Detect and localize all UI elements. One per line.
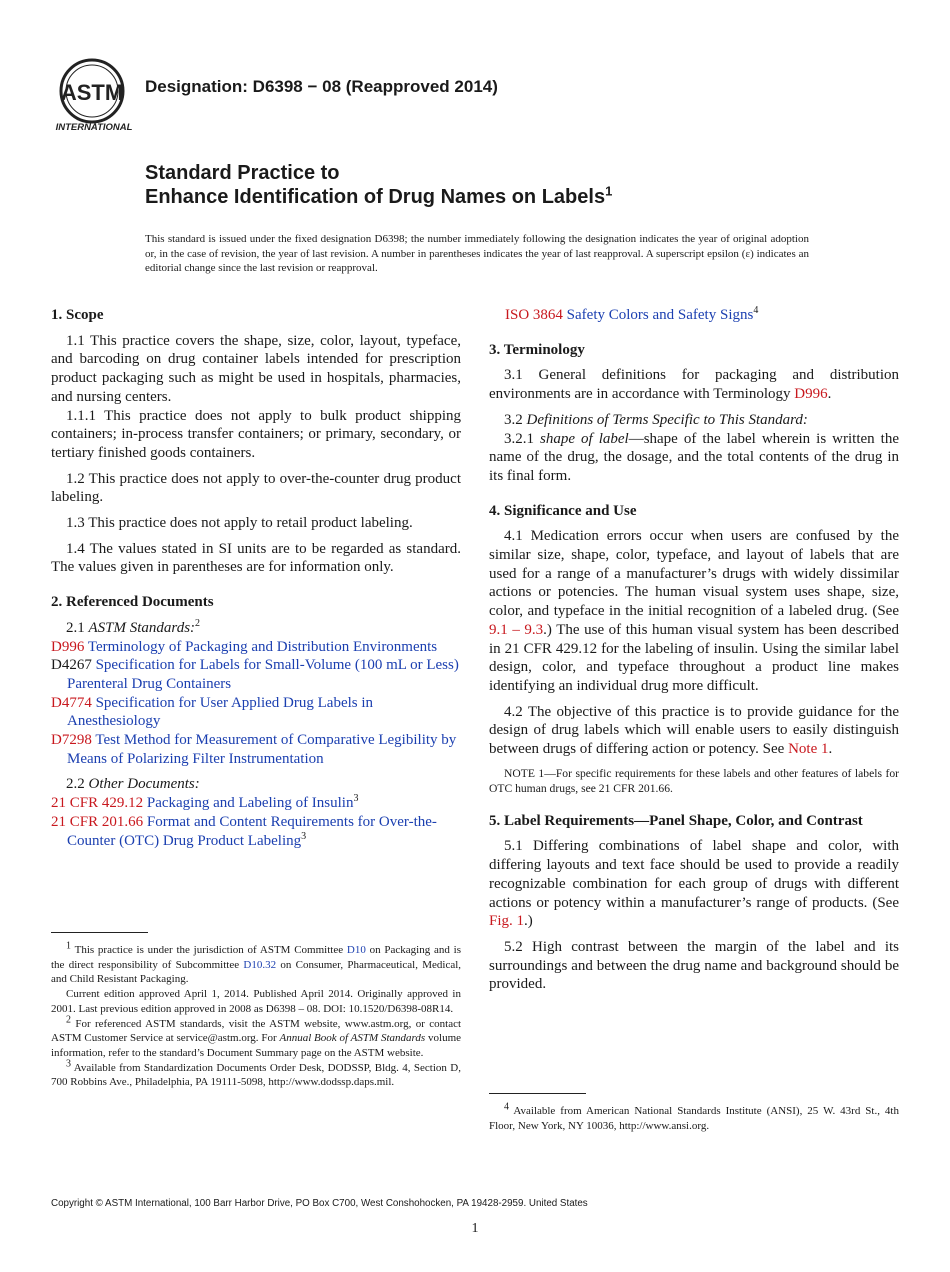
footnotes-right <box>489 1101 899 1133</box>
ref-title-link[interactable]: Safety Colors and Safety Signs <box>566 307 754 323</box>
ref-d996 <box>51 638 461 657</box>
paragraph-1-4: 1.4 The values stated in SI units are to be regarded as standard. The values given in parentheses are for information only. <box>51 540 461 576</box>
left-column <box>51 306 461 850</box>
footnote-2: $^2$ For referenced ASTM standards, visit the ASTM website, www.astm.org, or contact ASTM Customer Service at service@astm.org. For Annual Book of ASTM Standards volume information, refer to the standard’s Document Summary page on the ASTM website. <box>51 1013 462 1059</box>
title-line-1: Standard Practice to <box>145 162 340 184</box>
paragraph-4-1: 4.1 Medication errors occur when users are confused by the similar size, shape, color, typeface, and layout of labels that are used for a range of a manufacturer’s drugs with widely dissimilar actions or potencies. The human visual system uses shape, size, color, and typeface in the initial recognition of a labeled drug. (See 9.1 – 9.3.) The use of this human visual system has been described in 21 CFR 429.12 for the labeling of insulin. Using the similar label design, color, and typeface throughout a product line makes identifying an individual drug more difficult. <box>489 528 899 694</box>
right-column <box>489 306 899 994</box>
footnote-link[interactable]: D10 <box>346 944 366 956</box>
footnotes-left <box>51 940 462 1090</box>
paragraph-5-1: 5.1 Differing combinations of label shape and color, with differing layouts and text face should be used to provide a readily recognizable combination for each group of drugs with different actions or potency within a manufacturer’s range of products. (See Fig. 1.) <box>489 838 899 930</box>
paragraph-2-2: 2.2 Other Documents: <box>66 776 200 793</box>
ref-code-link[interactable]: 21 CFR 429.12 <box>51 795 144 812</box>
intro-paragraph: This standard is issued under the fixed designation D6398; the number immediately following the designation indicates the year of original adoption or, in the case of revision, the year of last revision. A number in parentheses indicates the year of last reapproval. A superscript epsilon (ε) indicates an editorial change since the last revision or reapproval. <box>145 233 809 274</box>
copyright-notice: Copyright © ASTM International, 100 Barr Harbor Drive, PO Box C700, West Conshohocken, PA 19428-2959. United States <box>51 1198 588 1209</box>
ref-d7298 <box>51 731 461 768</box>
ref-d4774 <box>51 694 461 731</box>
designation: Designation: D6398 − 08 (Reapproved 2014) <box>145 77 498 96</box>
paragraph-1-3: 1.3 This practice does not apply to retail product labeling. <box>66 515 413 532</box>
paragraph-1-1: 1.1 This practice covers the shape, size, color, layout, typeface, and barcoding on drug container labels intended for prescription product packaging such as might be used in hospitals, pharmacies, and nursing centers. <box>51 332 461 405</box>
footnote-rule-right <box>489 1093 586 1094</box>
title-line-2: Enhance Identification of Drug Names on Labels$^1$ <box>145 183 613 208</box>
paragraph-1-2: 1.2 This practice does not apply to over-the-counter drug product labeling. <box>51 470 461 506</box>
note-link[interactable]: Note 1 <box>788 741 829 758</box>
term-link-d996[interactable]: D996 <box>794 386 828 403</box>
ref-iso3864: ISO 3864 Safety Colors and Safety Signs$^4$ <box>505 305 759 323</box>
ref-code-link[interactable]: D7298 <box>51 732 92 749</box>
footnote-rule-left <box>51 932 148 933</box>
section-heading-referenced: 2. Referenced Documents <box>51 594 214 611</box>
ref-title-link[interactable]: Format and Content Requirements for Over-the-Counter (OTC) Drug Product Labeling <box>67 813 437 849</box>
paragraph-3-2: 3.2 Definitions of Terms Specific to This Standard: <box>504 411 808 428</box>
ref-code: D4267 <box>51 657 92 674</box>
ref-code-link[interactable]: ISO 3864 <box>505 307 563 323</box>
footnote-4: $^4$ Available from American National Standards Institute (ANSI), 25 W. 43rd St., 4th Floor, New York, NY 10036, http://www.ansi.org. <box>489 1101 899 1132</box>
ref-code-link[interactable]: D4774 <box>51 694 92 711</box>
logo-subtext: INTERNATIONAL <box>55 122 133 133</box>
paragraph-5-2: 5.2 High contrast between the margin of the label and its surroundings and between the drug name and background should be provided. <box>489 938 899 993</box>
ref-title-link[interactable]: Specification for Labels for Small-Volume (100 mL or Less) Parenteral Drug Containers <box>67 657 459 692</box>
footnote-1-edition: Current edition approved April 1, 2014. Published April 2014. Originally approved in 2001. Last previous edition approved in 2008 as D6398 – 08. DOI: 10.1520/D6398-08R14. <box>51 988 461 1015</box>
ref-title-link[interactable]: Specification for User Applied Drug Labels in Anesthesiology <box>67 694 374 730</box>
footnote-3: $^3$ Available from Standardization Documents Order Desk, DODSSP, Bldg. 4, Section D, 700 Robbins Ave., Philadelphia, PA 19111-5098, http://www.dodssp.daps.mil. <box>51 1057 461 1089</box>
ref-title-link[interactable]: Packaging and Labeling of Insulin <box>146 795 354 812</box>
footnote-1: $^1$ This practice is under the jurisdiction of ASTM Committee D10 on Packaging and is the direct responsibility of Subcommittee D10.32 on Consumer, Pharmaceutical, Medical, and Child Resistant Packaging. <box>51 940 462 986</box>
logo-text: ASTM <box>60 80 124 105</box>
ref-title-link[interactable]: Terminology of Packaging and Distribution Environments <box>87 638 438 655</box>
document-title <box>145 161 612 209</box>
astm-international-logo <box>54 57 134 133</box>
section-heading-label-requirements: 5. Label Requirements—Panel Shape, Color, and Contrast <box>489 812 863 829</box>
note-1: NOTE 1—For specific requirements for these labels and other features of labels for OTC human drugs, see 21 CFR 201.66. <box>489 766 899 795</box>
paragraph-2-1: 2.1 ASTM Standards:$^2$ <box>66 617 201 636</box>
section-heading-terminology: 3. Terminology <box>489 341 585 358</box>
footnote-link[interactable]: D10.32 <box>243 958 277 971</box>
ref-title-link[interactable]: Test Method for Measurement of Comparative Legibility by Means of Polarizing Filter Instrumentation <box>67 732 457 767</box>
title-footnote-mark: 1 <box>605 183 613 199</box>
ref-d4267 <box>51 656 461 693</box>
ref-code-link[interactable]: D996 <box>51 638 85 655</box>
paragraph-1-1-1: 1.1.1 This practice does not apply to bulk product shipping containers; in-process transfer containers; or primary, secondary, or tertiary finished goods containers. <box>51 407 461 461</box>
section-heading-significance: 4. Significance and Use <box>489 502 637 519</box>
paragraph-3-2-1: 3.2.1 shape of label—shape of the label wherein is written the name of the drug, the dosage, and the total contents of the drug in its final form. <box>489 430 899 484</box>
paragraph-3-1: 3.1 General definitions for packaging and distribution environments are in accordance with Terminology D996. <box>489 367 899 403</box>
ref-21cfr42912: 21 CFR 429.12 Packaging and Labeling of Insulin$^3$ <box>51 793 359 812</box>
page-number: 1 <box>471 1221 479 1236</box>
paragraph-4-2: 4.2 The objective of this practice is to provide guidance for the design of drug labels which will enable users to easily distinguish between drugs of differing action or potency. See Note 1. <box>489 703 899 758</box>
ref-21cfr20166: 21 CFR 201.66 Format and Content Requirements for Over-the-Counter (OTC) Drug Product Labeling$^3$ <box>51 813 437 849</box>
section-heading-scope: 1. Scope <box>51 307 104 323</box>
section-link[interactable]: 9.1 – 9.3 <box>489 621 544 638</box>
figure-link[interactable]: Fig. 1 <box>489 913 525 930</box>
ref-code-link[interactable]: 21 CFR 201.66 <box>51 813 144 830</box>
